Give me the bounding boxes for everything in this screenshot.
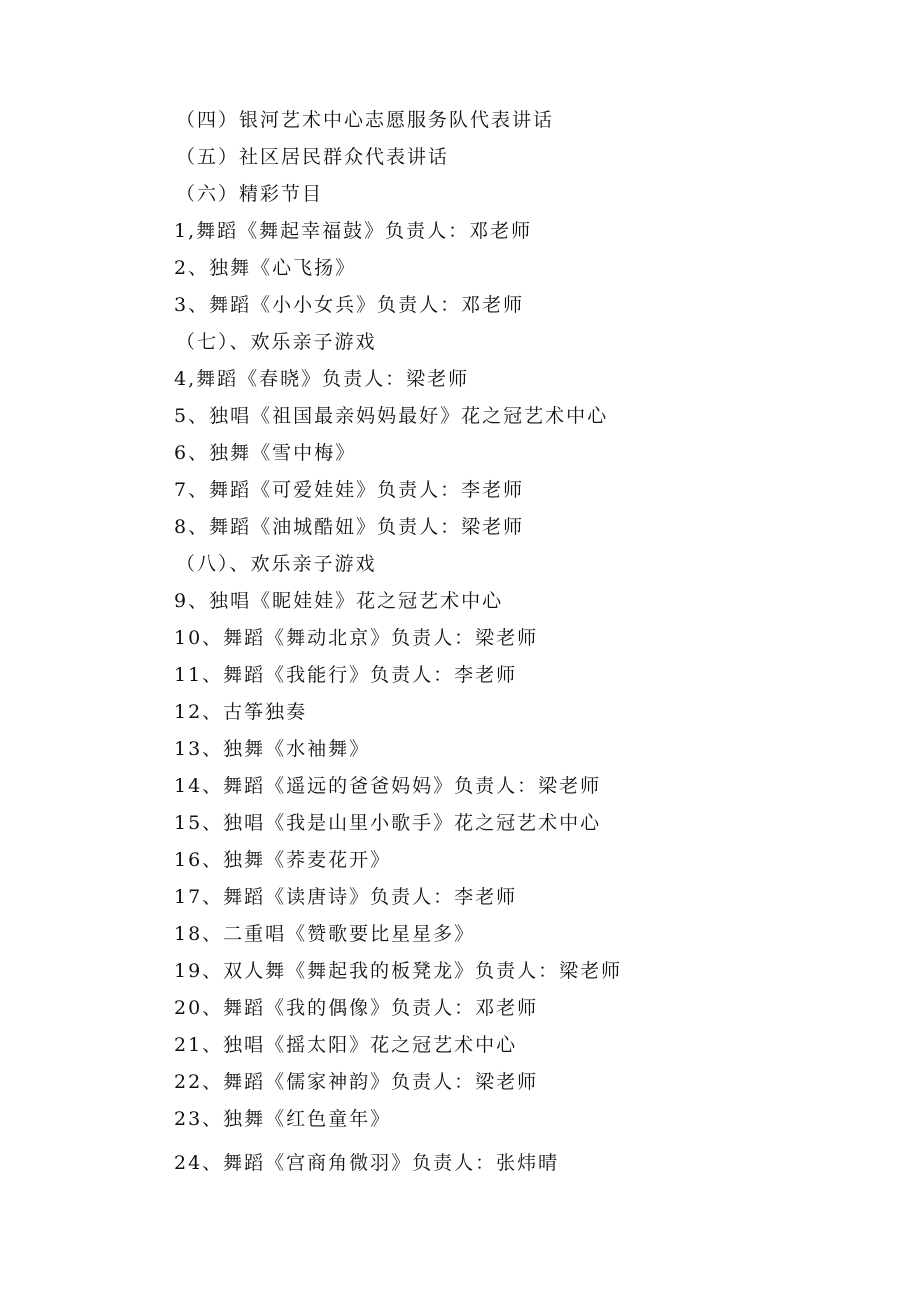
program-item-6: 6、独舞《雪中梅》 (174, 442, 357, 464)
program-item-24: 24、舞蹈《宫商角微羽》负责人：张炜晴 (174, 1152, 560, 1174)
program-item-7: 7、舞蹈《可爱娃娃》负责人：李老师 (174, 479, 525, 501)
section-heading-8: （八）、欢乐亲子游戏 (176, 553, 377, 575)
program-item-19: 19、双人舞《舞起我的板凳龙》负责人：梁老师 (174, 960, 623, 982)
section-heading-7: （七）、欢乐亲子游戏 (176, 331, 377, 353)
program-item-20: 20、舞蹈《我的偶像》负责人：邓老师 (174, 997, 539, 1019)
program-item-1: 1,舞蹈《舞起幸福鼓》负责人：邓老师 (174, 220, 533, 242)
program-item-11: 11、舞蹈《我能行》负责人：李老师 (174, 664, 518, 686)
program-item-17: 17、舞蹈《读唐诗》负责人：李老师 (174, 886, 518, 908)
program-item-22: 22、舞蹈《儒家神韵》负责人：梁老师 (174, 1071, 539, 1093)
program-item-4: 4,舞蹈《春晓》负责人：梁老师 (174, 368, 470, 390)
section-heading-4: （四）银河艺术中心志愿服务队代表讲话 (176, 109, 555, 131)
program-item-12: 12、古筝独奏 (174, 701, 308, 723)
program-item-2: 2、独舞《心飞扬》 (174, 257, 357, 279)
program-item-23: 23、独舞《红色童年》 (174, 1108, 392, 1130)
program-item-14: 14、舞蹈《遥远的爸爸妈妈》负责人：梁老师 (174, 775, 602, 797)
section-heading-5: （五）社区居民群众代表讲话 (176, 146, 450, 168)
program-item-16: 16、独舞《荞麦花开》 (174, 849, 392, 871)
program-item-5: 5、独唱《祖国最亲妈妈最好》花之冠艺术中心 (174, 405, 609, 427)
program-item-21: 21、独唱《摇太阳》花之冠艺术中心 (174, 1034, 518, 1056)
program-item-8: 8、舞蹈《油城酷妞》负责人：梁老师 (174, 516, 525, 538)
program-item-18: 18、二重唱《赞歌要比星星多》 (174, 923, 476, 945)
program-item-3: 3、舞蹈《小小女兵》负责人：邓老师 (174, 294, 525, 316)
program-item-15: 15、独唱《我是山里小歌手》花之冠艺术中心 (174, 812, 602, 834)
program-item-13: 13、独舞《水袖舞》 (174, 738, 371, 760)
program-item-10: 10、舞蹈《舞动北京》负责人：梁老师 (174, 627, 539, 649)
section-heading-6: （六）精彩节目 (176, 183, 324, 205)
program-item-9: 9、独唱《眤娃娃》花之冠艺术中心 (174, 590, 504, 612)
